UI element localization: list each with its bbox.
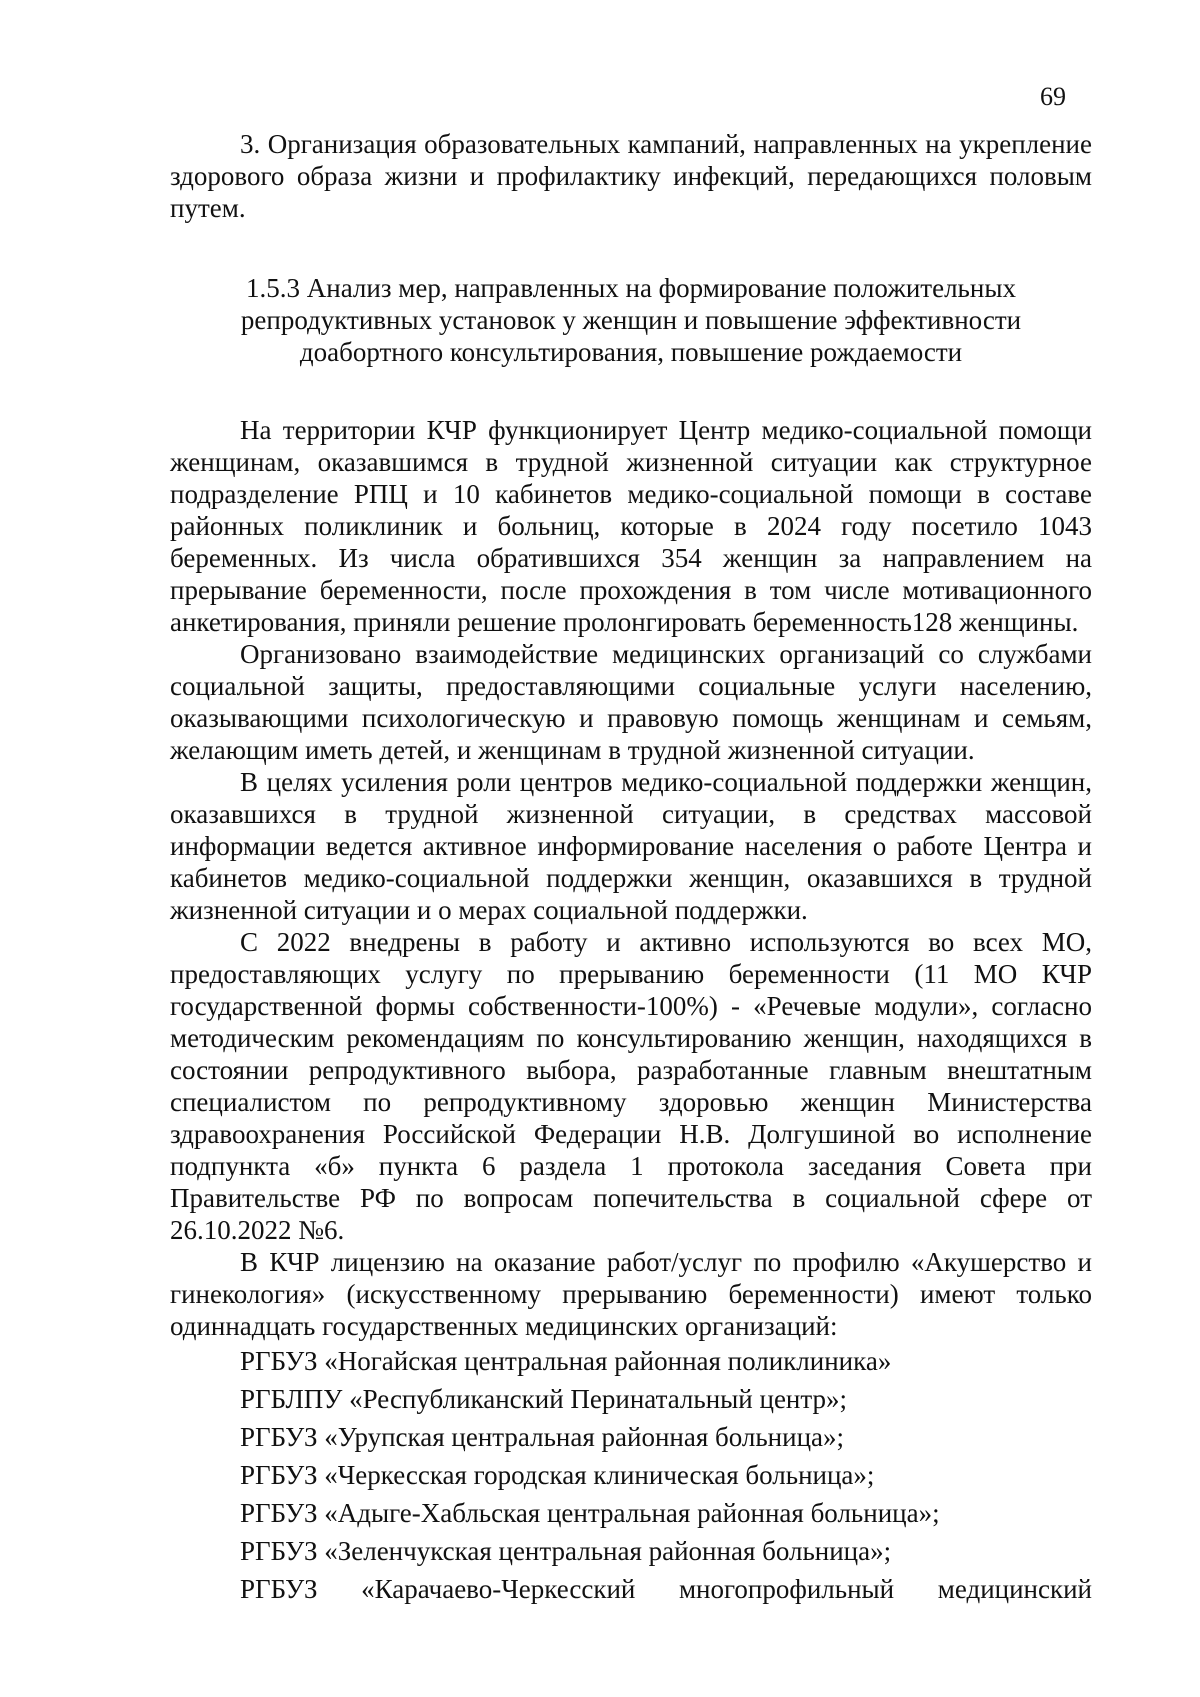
organization-item: РГБУЗ «Ногайская центральная районная поликлиника» bbox=[240, 1346, 892, 1376]
organization-item: РГБЛПУ «Республиканский Перинатальный центр»; bbox=[240, 1384, 848, 1414]
paragraph-interaction: Организовано взаимодействие медицинских организаций со службами социальной защиты, предоставляющими социальные услуги населению, оказывающими психологическую и правовую помощь женщинам и семьям, желающим иметь детей, и женщинам в трудной жизненной ситуации. bbox=[170, 639, 1092, 765]
organization-item: РГБУЗ «Карачаево-Черкесский многопрофильный медицинский bbox=[240, 1574, 1092, 1604]
organization-item: РГБУЗ «Зеленчукская центральная районная больница»; bbox=[240, 1536, 892, 1566]
paragraph-speech-modules: С 2022 внедрены в работу и активно используются во всех МО, предоставляющих услугу по прерыванию беременности (11 МО КЧР государственной формы собственности-100%) - «Речевые модули», согласно методическим рекомендациям по консультированию женщин, находящихся в состоянии репродуктивного выбора, разработанные главным внештатным специалистом по репродуктивному здоровью женщин Министерства здравоохранения Российской Федерации Н.В. Долгушиной во исполнение подпункта «б» пункта 6 раздела 1 протокола заседания Совета при Правительстве РФ по вопросам попечительства в социальной сфере от 26.10.2022 №6. bbox=[170, 927, 1092, 1245]
page-content bbox=[170, 128, 1092, 1608]
organization-item: РГБУЗ «Урупская центральная районная больница»; bbox=[240, 1422, 845, 1452]
intro-item-3: 3. Организация образовательных кампаний, направленных на укрепление здорового образа жизни и профилактику инфекций, передающихся половым путем. bbox=[170, 129, 1092, 223]
section-heading: 1.5.3 Анализ мер, направленных на формирование положительных репродуктивных установок у женщин и повышение эффективности доабортного консультирования, повышение рождаемости bbox=[240, 273, 1022, 367]
organization-list bbox=[170, 1342, 1092, 1608]
paragraph-media: В целях усиления роли центров медико-социальной поддержки женщин, оказавшихся в трудной жизненной ситуации, в средствах массовой информации ведется активное информирование населения о работе Центра и кабинетов медико-социальной поддержки женщин, оказавшихся в трудной жизненной ситуации и о мерах социальной поддержки. bbox=[170, 767, 1092, 925]
page-number: 69 bbox=[1040, 82, 1066, 111]
organization-item: РГБУЗ «Черкесская городская клиническая больница»; bbox=[240, 1460, 875, 1490]
paragraph-license: В КЧР лицензию на оказание работ/услуг по профилю «Акушерство и гинекология» (искусственному прерыванию беременности) имеют только одиннадцать государственных медицинских организаций: bbox=[170, 1247, 1092, 1341]
organization-item: РГБУЗ «Адыге-Хабльская центральная районная больница»; bbox=[240, 1498, 940, 1528]
paragraph-center-info: На территории КЧР функционирует Центр медико-социальной помощи женщинам, оказавшимся в трудной жизненной ситуации как структурное подразделение РПЦ и 10 кабинетов медико-социальной помощи в составе районных поликлиник и больниц, которые в 2024 году посетило 1043 беременных. Из числа обратившихся 354 женщин за направлением на прерывание беременности, после прохождения в том числе мотивационного анкетирования, приняли решение пролонгировать беременность128 женщины. bbox=[170, 415, 1092, 637]
